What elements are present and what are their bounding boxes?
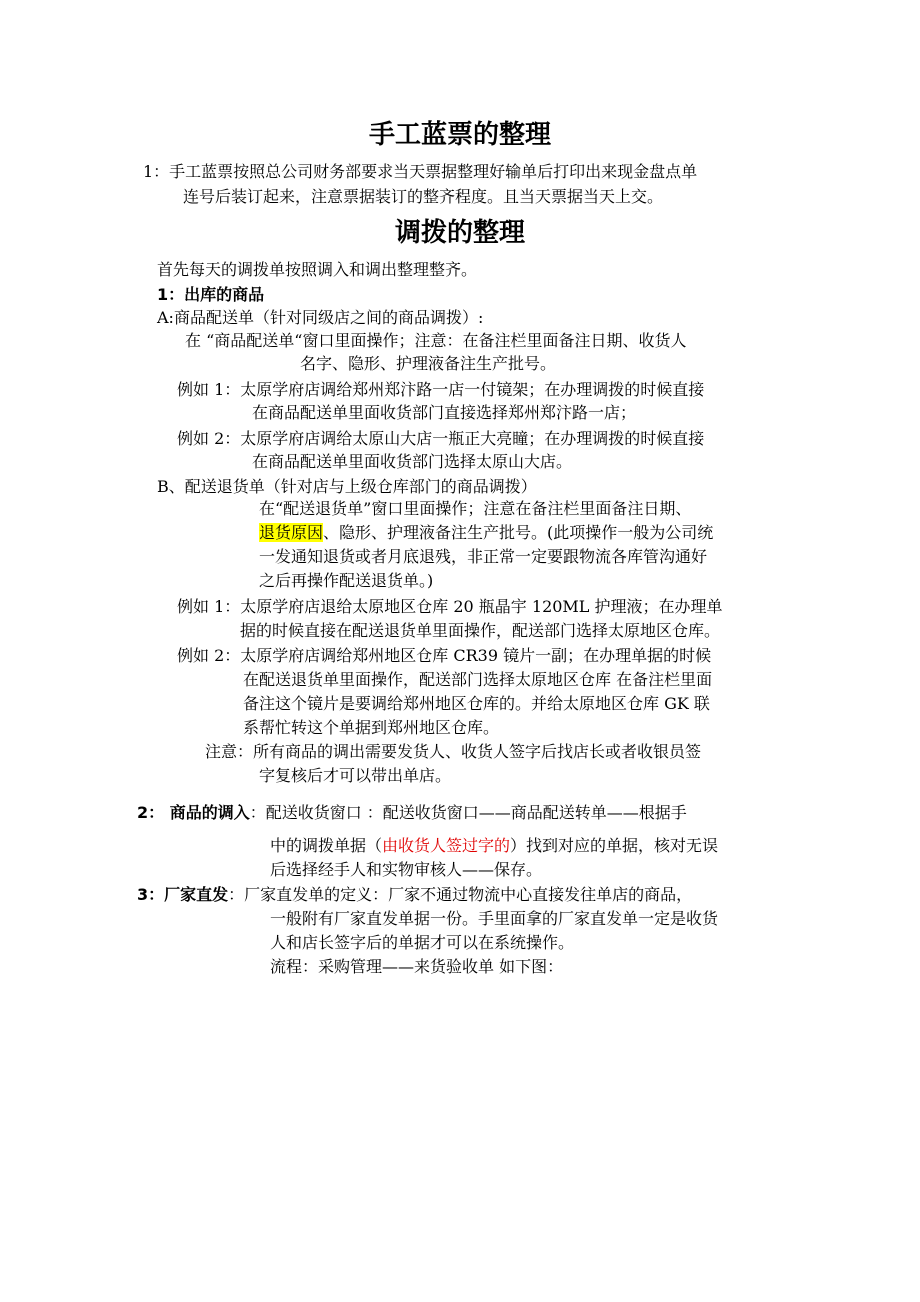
section-2-line-2-b: ）找到对应的单据，核对无误 — [510, 836, 719, 855]
section-3-line-2: 一般附有厂家直发单据一份。手里面拿的厂家直发单一定是收货 — [270, 909, 719, 928]
section-3-line-1 — [137, 883, 692, 907]
example-4-line-1: 例如 2：太原学府店调给郑州地区仓库 CR39 镜片一副；在办理单据的时候 — [177, 646, 712, 665]
example-4-line-3: 备注这个镜片是要调给郑州地区仓库的。并给太原地区仓库 GK 联 — [243, 694, 710, 713]
para-1-line-1: 1：手工蓝票按照总公司财务部要求当天票据整理好输单后打印出来现金盘点单 — [143, 162, 698, 181]
example-1-line-1: 例如 1：太原学府店调给郑州郑汴路一店一付镜架；在办理调拨的时候直接 — [177, 380, 705, 399]
highlighted-return-reason: 退货原因 — [259, 523, 324, 542]
example-3-line-2: 据的时候直接在配送退货单里面操作，配送部门选择太原地区仓库。 — [240, 621, 721, 640]
section-b-line-1: 在“配送退货单”窗口里面操作；注意在备注栏里面备注日期、 — [259, 499, 692, 518]
section-2-label: 2： 商品的调入 — [137, 803, 250, 822]
example-2-line-1: 例如 2：太原学府店调给太原山大店一瓶正大亮瞳；在办理调拨的时候直接 — [177, 429, 705, 448]
example-1-line-2: 在商品配送单里面收货部门直接选择郑州郑汴路一店； — [252, 403, 637, 422]
section-2-line-1 — [137, 801, 687, 825]
section-3-line-1-rest: ：厂家直发单的定义：厂家不通过物流中心直接发往单店的商品， — [228, 885, 693, 904]
section-a-line-2: 名字、隐形、护理液备注生产批号。 — [300, 354, 557, 373]
section-b-line-4: 之后再操作配送退货单。) — [259, 571, 434, 590]
example-2-line-2: 在商品配送单里面收货部门选择太原山大店。 — [252, 452, 573, 471]
example-4-line-4: 系帮忙转这个单据到郑州地区仓库。 — [243, 718, 500, 737]
section-b-line-2 — [259, 521, 713, 545]
note-line-1: 注意：所有商品的调出需要发货人、收货人签字后找店长或者收银员签 — [205, 742, 702, 761]
section-2-line-1-rest: ：配送收货窗口 ：配送收货窗口——商品配送转单——根据手 — [249, 803, 687, 822]
intro-line: 首先每天的调拨单按照调入和调出整理整齐。 — [157, 260, 478, 279]
note-line-2: 字复核后才可以带出单店。 — [259, 766, 452, 785]
example-3-line-1: 例如 1：太原学府店退给太原地区仓库 20 瓶晶宇 120ML 护理液；在办理单 — [177, 597, 723, 616]
section-2-line-2 — [270, 834, 718, 858]
title-blue-invoice: 手工蓝票的整理 — [368, 120, 551, 150]
red-signed-by-receiver: 由收货人签过字的 — [382, 836, 511, 855]
section-a-line-1: 在 “商品配送单“窗口里面操作；注意：在备注栏里面备注日期、收货人 — [185, 331, 687, 350]
example-4-line-2: 在配送退货单里面操作，配送部门选择太原地区仓库 在备注栏里面 — [243, 670, 713, 689]
section-3-line-4: 流程：采购管理——来货验收单 如下图： — [270, 957, 564, 976]
section-b-line-2-rest: 、隐形、护理液备注生产批号。(此项操作一般为公司统 — [323, 523, 714, 542]
title-transfer: 调拨的整理 — [394, 218, 525, 248]
section-b-heading: B、配送退货单（针对店与上级仓库部门的商品调拨） — [157, 477, 537, 496]
section-a-heading: A:商品配送单（针对同级店之间的商品调拨）: — [157, 308, 484, 327]
para-1-line-2: 连号后装订起来，注意票据装订的整齐程度。且当天票据当天上交。 — [183, 187, 664, 206]
section-2-line-2-a: 中的调拨单据（ — [270, 836, 383, 855]
section-3-label: 3：厂家直发 — [137, 885, 229, 904]
heading-outbound: 1：出库的商品 — [157, 285, 265, 304]
section-2-line-3: 后选择经手人和实物审核人——保存。 — [270, 860, 543, 879]
section-b-line-3: 一发通知退货或者月底退残，非正常一定要跟物流各库管沟通好 — [259, 547, 708, 566]
section-3-line-3: 人和店长签字后的单据才可以在系统操作。 — [270, 933, 575, 952]
